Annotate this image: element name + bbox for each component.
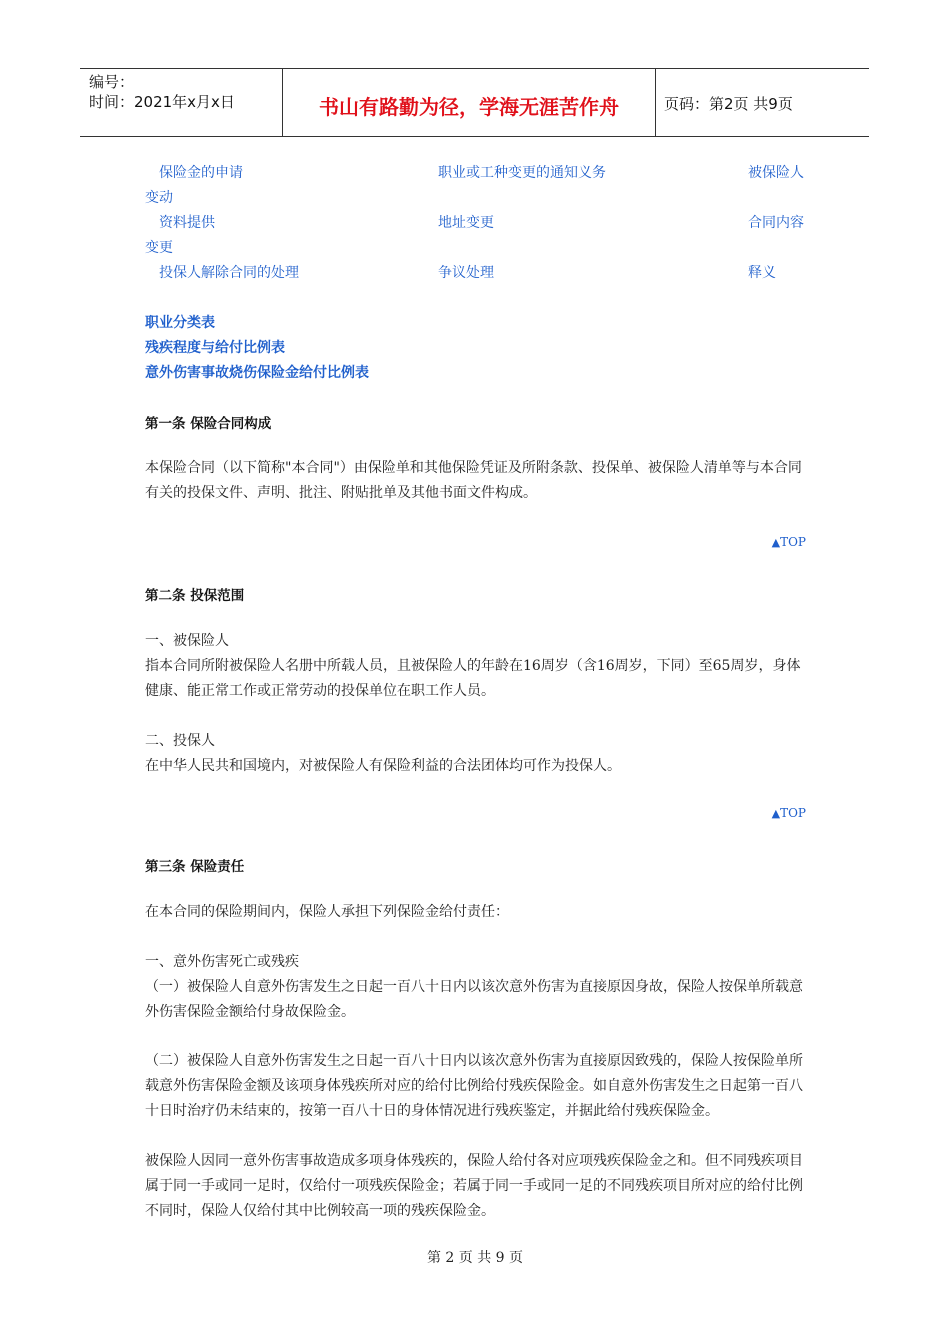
nav-link-contract-change[interactable]: 合同内容 bbox=[748, 215, 804, 231]
article-3-multiple-disability-paragraph: 被保险人因同一意外伤害事故造成多项身体残疾的，保险人给付各对应项残疾保险金之和。但不同残疾项目属于同一手或同一足时，仅给付一项残疾保险金；若属于同一手或同一足的不同残疾项目所对应的给付比例不同时，保险人仅给付其中比例较高一项的残疾保险金。 bbox=[145, 1153, 803, 1219]
article-1-title: 第一条 保险合同构成 bbox=[145, 416, 272, 432]
article-2-policyholder-heading: 二、投保人 bbox=[145, 733, 215, 749]
nav-link-definitions[interactable]: 释义 bbox=[748, 265, 776, 281]
triangle-up-icon: ▲ bbox=[771, 807, 781, 820]
nav-link-contract-change-wrap[interactable]: 变更 bbox=[145, 240, 173, 256]
back-to-top-label: TOP bbox=[780, 806, 806, 820]
article-3-disability-paragraph: （二）被保险人自意外伤害发生之日起一百八十日内以该次意外伤害为直接原因致残的，保险人按保险单所载意外伤害保险金额及该项身体残疾所对应的给付比例给付残疾保险金。如自意外伤害发生之日起第一百八十日时治疗仍未结束的，按第一百八十日的身体情况进行残疾鉴定，并据此给付残疾保险金。 bbox=[145, 1053, 803, 1119]
article-1-paragraph: 本保险合同（以下简称"本合同"）由保险单和其他保险凭证及所附条款、投保单、被保险人清单等与本合同有关的投保文件、声明、批注、附贴批单及其他书面文件构成。 bbox=[145, 460, 802, 501]
document-date-label: 时间：2021年x月x日 bbox=[89, 93, 235, 111]
back-to-top-link-2[interactable] bbox=[772, 806, 806, 820]
header-middle-cell bbox=[282, 69, 656, 136]
document-header bbox=[80, 68, 869, 137]
nav-link-dispute[interactable]: 争议处理 bbox=[438, 265, 494, 281]
article-3-death-paragraph: （一）被保险人自意外伤害发生之日起一百八十日内以该次意外伤害为直接原因身故，保险人按保单所载意外伤害保险金额给付身故保险金。 bbox=[145, 979, 803, 1020]
nav-link-occupation-change[interactable]: 职业或工种变更的通知义务 bbox=[438, 165, 606, 181]
nav-link-insured-change[interactable]: 被保险人 bbox=[748, 165, 804, 181]
header-left-cell bbox=[80, 69, 282, 136]
article-3-intro: 在本合同的保险期间内，保险人承担下列保险金给付责任： bbox=[145, 904, 509, 920]
article-3-section-1-heading: 一、意外伤害死亡或残疾 bbox=[145, 954, 299, 970]
nav-link-address-change[interactable]: 地址变更 bbox=[438, 215, 494, 231]
page-footer: 第 2 页 共 9 页 bbox=[426, 1250, 524, 1266]
article-2-insured-heading: 一、被保险人 bbox=[145, 633, 229, 649]
header-right-cell bbox=[655, 69, 869, 136]
triangle-up-icon: ▲ bbox=[771, 536, 781, 549]
article-2-insured-text: 指本合同所附被保险人名册中所载人员，且被保险人的年龄在16周岁（含16周岁，下同）至65周岁，身体健康、能正常工作或正常劳动的投保单位在职工作人员。 bbox=[145, 658, 801, 699]
article-3-title: 第三条 保险责任 bbox=[145, 859, 245, 875]
document-number-label: 编号： bbox=[89, 73, 135, 91]
nav-link-burn-table[interactable]: 意外伤害事故烧伤保险金给付比例表 bbox=[145, 365, 369, 381]
article-2-title: 第二条 投保范围 bbox=[145, 588, 245, 604]
nav-link-claim-application[interactable]: 保险金的申请 bbox=[159, 165, 243, 181]
article-2-policyholder-text: 在中华人民共和国境内，对被保险人有保险利益的合法团体均可作为投保人。 bbox=[145, 758, 621, 774]
back-to-top-link-1[interactable] bbox=[772, 535, 806, 549]
nav-link-occupation-table[interactable]: 职业分类表 bbox=[145, 315, 215, 331]
nav-link-termination[interactable]: 投保人解除合同的处理 bbox=[159, 265, 299, 281]
nav-link-insured-change-wrap[interactable]: 变动 bbox=[145, 190, 173, 206]
nav-link-disability-table[interactable]: 残疾程度与给付比例表 bbox=[145, 340, 285, 356]
header-page-number: 页码：第2页 共9页 bbox=[664, 95, 793, 113]
header-slogan: 书山有路勤为径，学海无涯苦作舟 bbox=[319, 95, 619, 119]
nav-link-documents[interactable]: 资料提供 bbox=[159, 215, 215, 231]
back-to-top-label: TOP bbox=[780, 535, 806, 549]
